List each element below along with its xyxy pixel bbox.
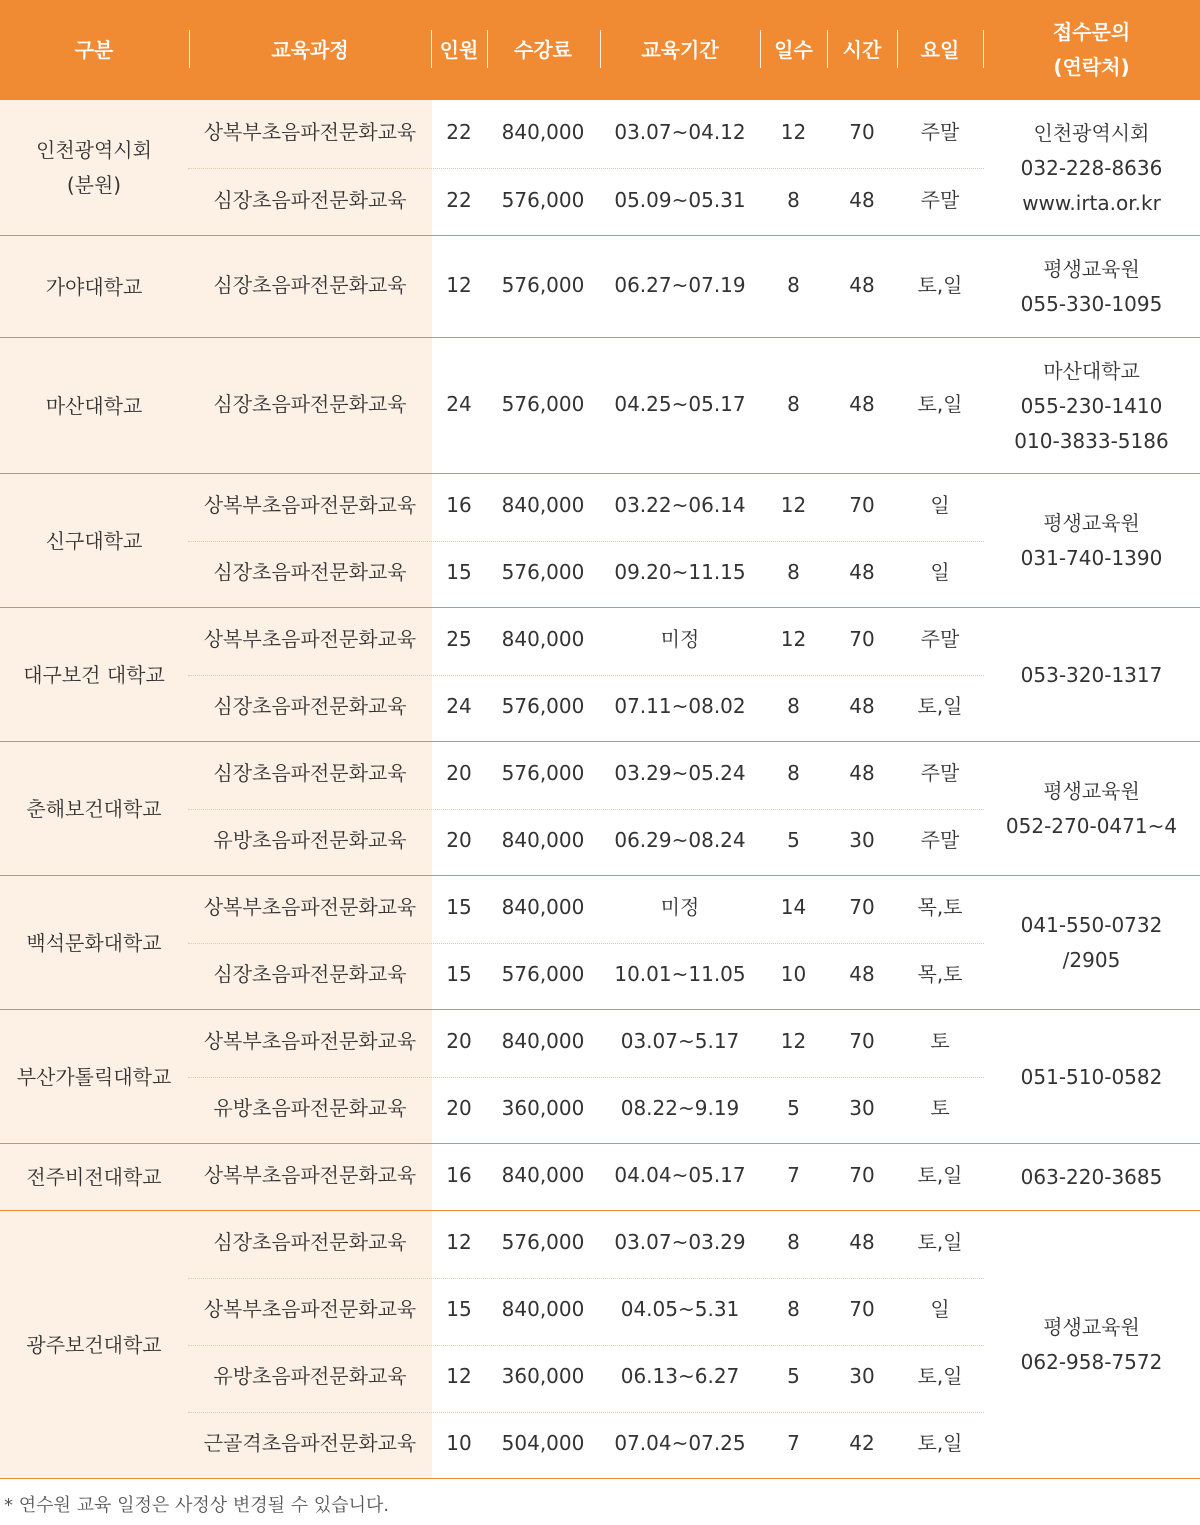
hours-cell: 48	[849, 761, 875, 785]
days-cell: 12	[780, 627, 807, 651]
period-cell: 미정	[660, 895, 700, 919]
course-cell: 심장초음파전문화교육	[213, 391, 407, 416]
row-divider	[188, 168, 984, 169]
fee-cell: 360,000	[501, 1364, 585, 1388]
institution-group	[0, 608, 1200, 742]
period-cell: 미정	[660, 627, 700, 651]
weekday-cell: 일	[930, 560, 950, 584]
count-cell: 16	[446, 1163, 472, 1187]
hours-cell: 48	[849, 1230, 875, 1254]
hours-cell: 48	[849, 272, 875, 297]
fee-cell: 576,000	[501, 391, 585, 416]
fee-cell: 576,000	[501, 187, 585, 212]
header-fee: 수강료	[514, 37, 572, 62]
row-divider	[188, 541, 984, 542]
hours-cell: 70	[849, 1163, 875, 1187]
course-cell: 유방초음파전문화교육	[213, 1364, 407, 1388]
period-cell: 03.07~5.17	[620, 1029, 740, 1053]
fee-cell: 504,000	[501, 1431, 585, 1455]
fee-cell: 840,000	[501, 627, 585, 651]
contact-info: 마산대학교 055-230-1410 010-3833-5186	[1014, 358, 1169, 453]
institution-name: 신구대학교	[45, 528, 143, 553]
header-separator	[827, 30, 828, 68]
header-separator	[897, 30, 898, 68]
institution-name: 전주비전대학교	[26, 1165, 162, 1189]
table-header	[0, 0, 1200, 100]
course-cell: 상복부초음파전문화교육	[203, 1163, 417, 1187]
header-separator	[600, 30, 601, 68]
hours-cell: 70	[849, 119, 875, 144]
period-cell: 06.27~07.19	[614, 272, 746, 297]
institution-name: 마산대학교	[45, 393, 143, 418]
header-separator	[189, 30, 190, 68]
weekday-cell: 일	[930, 493, 950, 517]
course-cell: 심장초음파전문화교육	[213, 187, 407, 212]
count-cell: 22	[446, 119, 472, 144]
weekday-cell: 목,토	[917, 895, 963, 919]
period-cell: 08.22~9.19	[620, 1096, 740, 1120]
row-divider	[188, 1077, 984, 1078]
days-cell: 5	[787, 1364, 800, 1388]
header-course: 교육과정	[271, 37, 349, 62]
course-cell: 상복부초음파전문화교육	[203, 895, 417, 919]
contact-info: 평생교육원 031-740-1390	[1020, 511, 1163, 570]
count-cell: 20	[446, 1029, 472, 1053]
fee-cell: 840,000	[501, 119, 585, 144]
header-separator	[431, 30, 432, 68]
course-cell: 유방초음파전문화교육	[213, 1096, 407, 1120]
header-contact: 접수문의 (연락처)	[1052, 20, 1131, 79]
fee-cell: 576,000	[501, 694, 585, 718]
period-cell: 05.09~05.31	[614, 187, 746, 212]
institution-name: 백석문화대학교	[26, 930, 162, 955]
course-cell: 심장초음파전문화교육	[213, 962, 407, 986]
count-cell: 15	[446, 560, 472, 584]
hours-cell: 70	[849, 1297, 875, 1321]
days-cell: 8	[787, 761, 800, 785]
weekday-cell: 주말	[920, 119, 960, 144]
course-cell: 상복부초음파전문화교육	[203, 119, 417, 144]
days-cell: 8	[787, 1297, 800, 1321]
fee-cell: 576,000	[501, 962, 585, 986]
weekday-cell: 토,일	[917, 1230, 963, 1254]
days-cell: 8	[787, 272, 800, 297]
weekday-cell: 토,일	[917, 694, 963, 718]
institution-group	[0, 742, 1200, 876]
contact-info: 063-220-3685	[1020, 1165, 1163, 1189]
count-cell: 15	[446, 1297, 472, 1321]
course-cell: 유방초음파전문화교육	[213, 828, 407, 852]
row-divider	[188, 675, 984, 676]
weekday-cell: 토,일	[917, 1364, 963, 1388]
period-cell: 06.29~08.24	[614, 828, 746, 852]
institution-group	[0, 100, 1200, 236]
row-divider	[188, 1345, 984, 1346]
days-cell: 8	[787, 560, 800, 584]
count-cell: 25	[446, 627, 472, 651]
weekday-cell: 일	[930, 1297, 950, 1321]
fee-cell: 576,000	[501, 1230, 585, 1254]
days-cell: 7	[787, 1163, 800, 1187]
days-cell: 5	[787, 828, 800, 852]
course-cell: 근골격초음파전문화교육	[203, 1431, 417, 1455]
days-cell: 14	[780, 895, 807, 919]
institution-group	[0, 1211, 1200, 1479]
institution-name: 춘해보건대학교	[26, 796, 162, 821]
header-period: 교육기간	[641, 37, 719, 62]
hours-cell: 70	[849, 895, 875, 919]
weekday-cell: 토	[930, 1096, 950, 1120]
days-cell: 5	[787, 1096, 800, 1120]
institution-name: 인천광역시회 (분원)	[36, 138, 152, 197]
period-cell: 04.25~05.17	[614, 391, 746, 416]
weekday-cell: 토,일	[917, 272, 963, 297]
hours-cell: 30	[849, 828, 875, 852]
header-separator	[487, 30, 488, 68]
count-cell: 12	[446, 1230, 472, 1254]
contact-info: 인천광역시회 032-228-8636 www.irta.or.kr	[1020, 120, 1163, 215]
course-cell: 상복부초음파전문화교육	[203, 493, 417, 517]
hours-cell: 42	[849, 1431, 875, 1455]
days-cell: 12	[780, 119, 807, 144]
institution-name: 광주보건대학교	[26, 1332, 162, 1357]
period-cell: 03.07~04.12	[614, 119, 746, 144]
row-divider	[188, 1412, 984, 1413]
days-cell: 8	[787, 694, 800, 718]
weekday-cell: 토,일	[917, 1163, 963, 1187]
period-cell: 04.05~5.31	[620, 1297, 740, 1321]
hours-cell: 30	[849, 1364, 875, 1388]
institution-name: 부산가톨릭대학교	[16, 1064, 172, 1089]
period-cell: 06.13~6.27	[620, 1364, 740, 1388]
count-cell: 20	[446, 828, 472, 852]
weekday-cell: 주말	[920, 187, 960, 212]
count-cell: 22	[446, 187, 472, 212]
fee-cell: 840,000	[501, 895, 585, 919]
days-cell: 12	[780, 1029, 807, 1053]
weekday-cell: 주말	[920, 828, 960, 852]
contact-info: 평생교육원 055-330-1095	[1020, 257, 1163, 316]
hours-cell: 70	[849, 493, 875, 517]
contact-info: 051-510-0582	[1020, 1064, 1163, 1089]
days-cell: 10	[780, 962, 807, 986]
period-cell: 07.04~07.25	[614, 1431, 746, 1455]
institution-group	[0, 876, 1200, 1010]
hours-cell: 70	[849, 627, 875, 651]
count-cell: 15	[446, 895, 472, 919]
count-cell: 12	[446, 272, 472, 297]
group-divider	[0, 1478, 1200, 1479]
hours-cell: 48	[849, 187, 875, 212]
count-cell: 15	[446, 962, 472, 986]
count-cell: 20	[446, 1096, 472, 1120]
fee-cell: 840,000	[501, 828, 585, 852]
header-hours: 시간	[842, 37, 882, 62]
hours-cell: 48	[849, 962, 875, 986]
hours-cell: 30	[849, 1096, 875, 1120]
weekday-cell: 목,토	[917, 962, 963, 986]
course-cell: 상복부초음파전문화교육	[203, 1297, 417, 1321]
period-cell: 07.11~08.02	[614, 694, 746, 718]
header-separator	[760, 30, 761, 68]
course-cell: 상복부초음파전문화교육	[203, 627, 417, 651]
header-separator	[983, 30, 984, 68]
institution-name: 대구보건 대학교	[23, 662, 165, 687]
period-cell: 10.01~11.05	[614, 962, 746, 986]
institution-name: 가야대학교	[45, 274, 143, 299]
header-days: 일수	[774, 37, 813, 62]
fee-cell: 576,000	[501, 761, 585, 785]
contact-info: 041-550-0732 /2905	[1020, 913, 1163, 972]
period-cell: 03.22~06.14	[614, 493, 746, 517]
course-cell: 심장초음파전문화교육	[213, 761, 407, 785]
row-divider	[188, 1278, 984, 1279]
hours-cell: 48	[849, 391, 875, 416]
days-cell: 8	[787, 1230, 800, 1254]
course-cell: 심장초음파전문화교육	[213, 1230, 407, 1254]
fee-cell: 840,000	[501, 1297, 585, 1321]
course-cell: 심장초음파전문화교육	[213, 560, 407, 584]
fee-cell: 576,000	[501, 272, 585, 297]
fee-cell: 840,000	[501, 493, 585, 517]
row-divider	[188, 809, 984, 810]
contact-info: 평생교육원 062-958-7572	[1020, 1315, 1163, 1374]
period-cell: 03.07~03.29	[614, 1230, 746, 1254]
institution-group	[0, 474, 1200, 608]
contact-info: 평생교육원 052-270-0471~4	[1005, 779, 1178, 838]
course-cell: 심장초음파전문화교육	[213, 694, 407, 718]
days-cell: 7	[787, 1431, 800, 1455]
weekday-cell: 주말	[920, 627, 960, 651]
header-count: 인원	[439, 37, 479, 62]
row-divider	[188, 943, 984, 944]
count-cell: 24	[446, 391, 472, 416]
weekday-cell: 토,일	[917, 1431, 963, 1455]
weekday-cell: 토,일	[917, 391, 963, 416]
count-cell: 16	[446, 493, 472, 517]
fee-cell: 576,000	[501, 560, 585, 584]
days-cell: 12	[780, 493, 807, 517]
hours-cell: 70	[849, 1029, 875, 1053]
footnote: * 연수원 교육 일정은 사정상 변경될 수 있습니다.	[4, 1495, 390, 1516]
course-cell: 상복부초음파전문화교육	[203, 1029, 417, 1053]
institution-group	[0, 236, 1200, 338]
header-division: 구분	[74, 37, 114, 62]
days-cell: 8	[787, 391, 800, 416]
fee-cell: 840,000	[501, 1029, 585, 1053]
weekday-cell: 토	[930, 1029, 950, 1053]
count-cell: 24	[446, 694, 472, 718]
institution-group	[0, 1144, 1200, 1211]
count-cell: 12	[446, 1364, 472, 1388]
fee-cell: 840,000	[501, 1163, 585, 1187]
period-cell: 03.29~05.24	[614, 761, 746, 785]
days-cell: 8	[787, 187, 800, 212]
count-cell: 20	[446, 761, 472, 785]
period-cell: 04.04~05.17	[614, 1163, 746, 1187]
period-cell: 09.20~11.15	[614, 560, 746, 584]
contact-info: 053-320-1317	[1020, 662, 1163, 687]
fee-cell: 360,000	[501, 1096, 585, 1120]
course-cell: 심장초음파전문화교육	[213, 272, 407, 297]
hours-cell: 48	[849, 560, 875, 584]
institution-group	[0, 1010, 1200, 1144]
institution-group	[0, 338, 1200, 474]
count-cell: 10	[446, 1431, 472, 1455]
hours-cell: 48	[849, 694, 875, 718]
weekday-cell: 주말	[920, 761, 960, 785]
header-weekday: 요일	[920, 37, 960, 62]
